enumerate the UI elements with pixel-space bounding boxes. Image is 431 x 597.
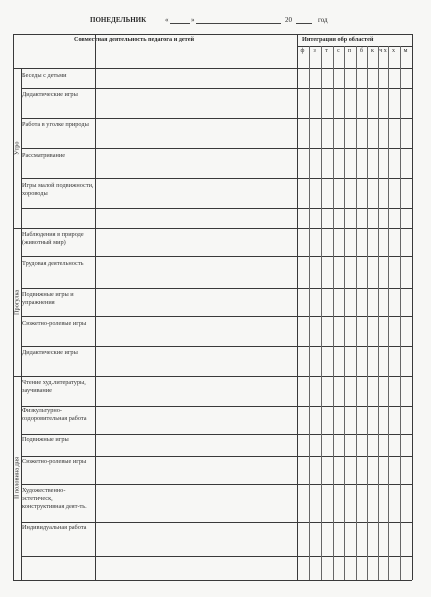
century-label: 20 xyxy=(285,16,292,24)
activity-label: Наблюдения в природе (животный мир) xyxy=(22,231,84,246)
grid-col-line xyxy=(309,46,310,580)
quote-close: » xyxy=(191,16,195,24)
date-day-blank[interactable] xyxy=(170,14,190,24)
area-abbr: з xyxy=(313,48,316,54)
area-abbr: м xyxy=(403,48,408,54)
grid-row-line xyxy=(13,580,412,581)
activity-label: Чтение худ.литературы, заучивание xyxy=(22,379,86,394)
section-morning: Утро xyxy=(13,141,21,155)
grid-row-line xyxy=(21,556,412,557)
grid-row-line xyxy=(297,46,412,47)
activity-label: Сюжетно-ролевые игры xyxy=(22,320,87,327)
grid-row-line xyxy=(21,484,412,485)
grid-row-line xyxy=(21,256,412,257)
grid-col-line xyxy=(400,46,401,580)
activity-label: Индивидуальная работа xyxy=(22,524,87,531)
grid-row-line xyxy=(21,456,412,457)
page-header xyxy=(0,14,431,28)
grid-col-line xyxy=(21,68,22,580)
area-abbr: т xyxy=(325,48,328,54)
grid-col-line xyxy=(388,46,389,580)
year-blank[interactable] xyxy=(296,14,312,24)
month-blank[interactable] xyxy=(196,14,281,24)
grid-col-line xyxy=(321,46,322,580)
activity-label: Трудовая деятельность xyxy=(22,260,84,267)
activity-label: Художественно-эстетическ, конструктивная деят-ть. xyxy=(22,487,87,510)
grid-row-line xyxy=(21,118,412,119)
activity-label: Физкультурно-оздоровительная работа xyxy=(22,407,87,422)
activity-label: Рассматривание xyxy=(22,152,66,159)
grid-col-line xyxy=(356,46,357,580)
grid-col-line xyxy=(333,46,334,580)
grid-row-line xyxy=(21,434,412,435)
grid-row-line xyxy=(13,68,412,69)
grid-col-line xyxy=(378,46,379,580)
grid-row-line xyxy=(21,148,412,149)
activity-label: Беседы с детьми xyxy=(22,72,67,79)
activity-column-header: Совместная деятельность педагога и детей xyxy=(74,36,195,43)
area-abbr: с xyxy=(337,48,340,54)
section-afternoon: II половина дня xyxy=(13,456,21,500)
area-abbr: ч х xyxy=(379,48,387,54)
grid-row-line xyxy=(21,346,412,347)
activity-label: Дидактические игры xyxy=(22,91,78,98)
grid-col-line xyxy=(344,46,345,580)
integration-column-header: Интеграция обр областей xyxy=(302,36,374,43)
area-abbr: х xyxy=(392,48,395,54)
activity-label: Сюжетно-ролевые игры xyxy=(22,458,87,465)
section-walk: Прогулка xyxy=(13,289,21,315)
activity-label: Подвижные игры xyxy=(22,436,69,443)
grid-col-line xyxy=(13,34,14,580)
area-abbr: к xyxy=(371,48,374,54)
grid-row-line xyxy=(13,376,412,377)
area-abbr: п xyxy=(347,48,352,54)
grid-col-line xyxy=(95,34,96,580)
area-abbr: ф xyxy=(300,48,305,54)
grid-row-line xyxy=(21,288,412,289)
grid-row-line xyxy=(21,406,412,407)
area-abbr: б xyxy=(359,48,364,54)
grid-row-line xyxy=(21,88,412,89)
grid-row-line xyxy=(13,34,412,35)
activity-label: Дидактические игры xyxy=(22,349,78,356)
grid-col-line xyxy=(367,46,368,580)
day-of-week: ПОНЕДЕЛЬНИК xyxy=(90,16,147,24)
activity-label: Игры малой подвижности, хороводы xyxy=(22,182,94,197)
grid-row-line xyxy=(21,178,412,179)
quote-open: « xyxy=(165,16,169,24)
year-label: год xyxy=(318,16,328,24)
grid-row-line xyxy=(21,522,412,523)
activity-label: Работа в уголке природы xyxy=(22,121,89,128)
grid-col-line xyxy=(297,34,298,580)
grid-row-line xyxy=(13,228,412,229)
grid-row-line xyxy=(21,316,412,317)
activity-label: Подвижные игры и упражнения xyxy=(22,291,74,306)
grid-row-line xyxy=(21,208,412,209)
grid-col-line xyxy=(412,34,413,580)
